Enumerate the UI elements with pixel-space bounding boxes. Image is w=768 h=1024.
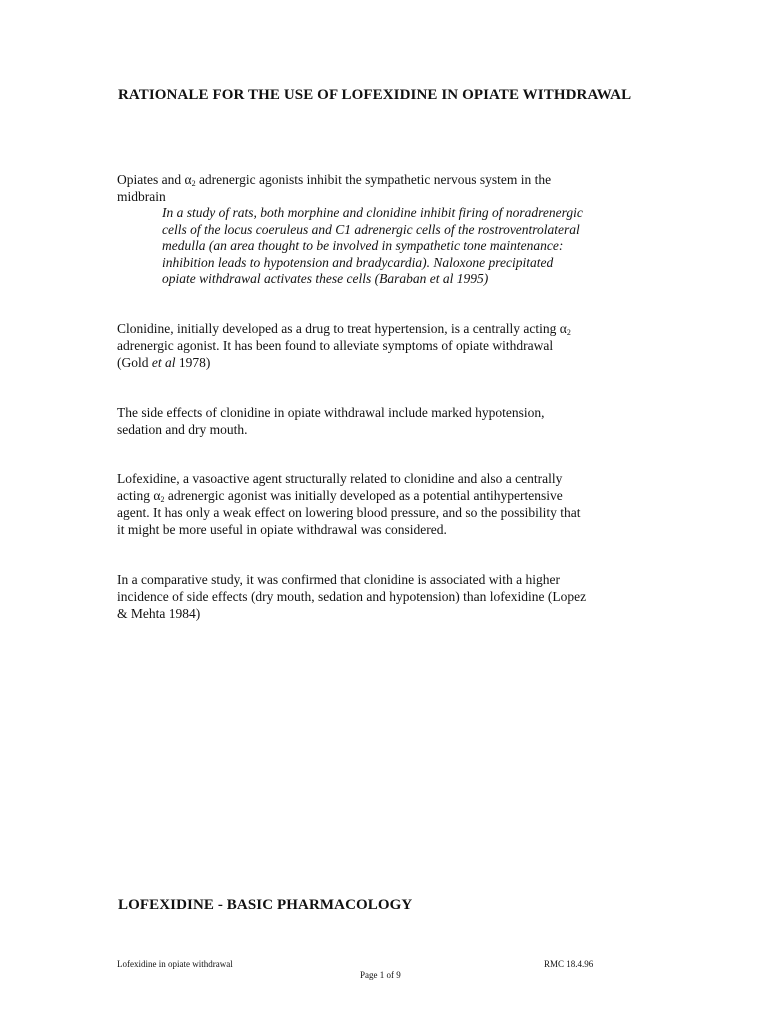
subscript: 2 <box>566 328 571 337</box>
subscript: 2 <box>191 179 196 188</box>
note-line: cells of the locus coeruleus and C1 adrenergic cells of the rostroventrolateral <box>162 221 580 237</box>
paragraph-line: Lofexidine, a vasoactive agent structurally related to clonidine and also a centrally <box>117 471 563 486</box>
paragraph-line: agent. It has only a weak effect on lowering blood pressure, and so the possibility that <box>117 505 581 520</box>
rat-study-note <box>162 205 662 288</box>
paragraph-clonidine <box>117 320 657 371</box>
alpha-symbol: α <box>153 488 161 503</box>
alpha-symbol: α <box>559 321 567 336</box>
paragraph-line: midbrain <box>117 189 166 204</box>
paragraph-line: sedation and dry mouth. <box>117 422 248 437</box>
paragraph-line <box>117 487 657 504</box>
paragraph-line <box>117 171 657 188</box>
paragraph-line <box>117 354 657 371</box>
paragraph-lofexidine <box>117 470 657 538</box>
paragraph-line <box>117 320 657 337</box>
page-title: RATIONALE FOR THE USE OF LOFEXIDINE IN OPIATE WITHDRAWAL <box>118 87 632 103</box>
note-line: medulla (an area thought to be involved in sympathetic tone maintenance: <box>162 238 564 253</box>
paragraph-line: & Mehta 1984) <box>117 606 201 621</box>
note-line: In a study of rats, both morphine and clonidine inhibit firing of noradrenergic <box>162 205 583 220</box>
section-heading: LOFEXIDINE - BASIC PHARMACOLOGY <box>118 897 413 913</box>
text-run: Clonidine, initially developed as a drug to treat hypertension, is a centrally acting <box>117 321 560 336</box>
text-run: acting <box>117 488 154 503</box>
paragraph-opiates-alpha2 <box>117 171 657 205</box>
alpha-symbol: α <box>184 172 192 187</box>
paragraph-comparative-study <box>117 571 657 622</box>
footer-page-number: Page 1 of 9 <box>360 970 401 980</box>
text-run: (Gold <box>117 355 152 370</box>
text-run: 1978) <box>175 355 211 370</box>
subscript: 2 <box>160 495 165 504</box>
paragraph-line: incidence of side effects (dry mouth, sedation and hypotension) than lofexidine (Lopez <box>117 589 587 604</box>
paragraph-side-effects <box>117 404 657 438</box>
note-line: opiate withdrawal activates these cells (Baraban et al 1995) <box>162 271 489 286</box>
footer-document-title: Lofexidine in opiate withdrawal <box>117 959 233 969</box>
paragraph-line: The side effects of clonidine in opiate withdrawal include marked hypotension, <box>117 405 545 420</box>
text-run: Opiates and <box>117 172 185 187</box>
paragraph-line: In a comparative study, it was confirmed that clonidine is associated with a higher <box>117 572 560 587</box>
paragraph-line: adrenergic agonist. It has been found to alleviate symptoms of opiate withdrawal <box>117 338 554 353</box>
note-line: inhibition leads to hypotension and bradycardia). Naloxone precipitated <box>162 254 554 270</box>
paragraph-line: it might be more useful in opiate withdrawal was considered. <box>117 522 447 537</box>
text-run: adrenergic agonists inhibit the sympathetic nervous system in the <box>195 172 552 187</box>
footer-author-date: RMC 18.4.96 <box>544 959 594 969</box>
citation-et-al: et al <box>151 355 176 370</box>
text-run: adrenergic agonist was initially developed as a potential antihypertensive <box>164 488 563 503</box>
